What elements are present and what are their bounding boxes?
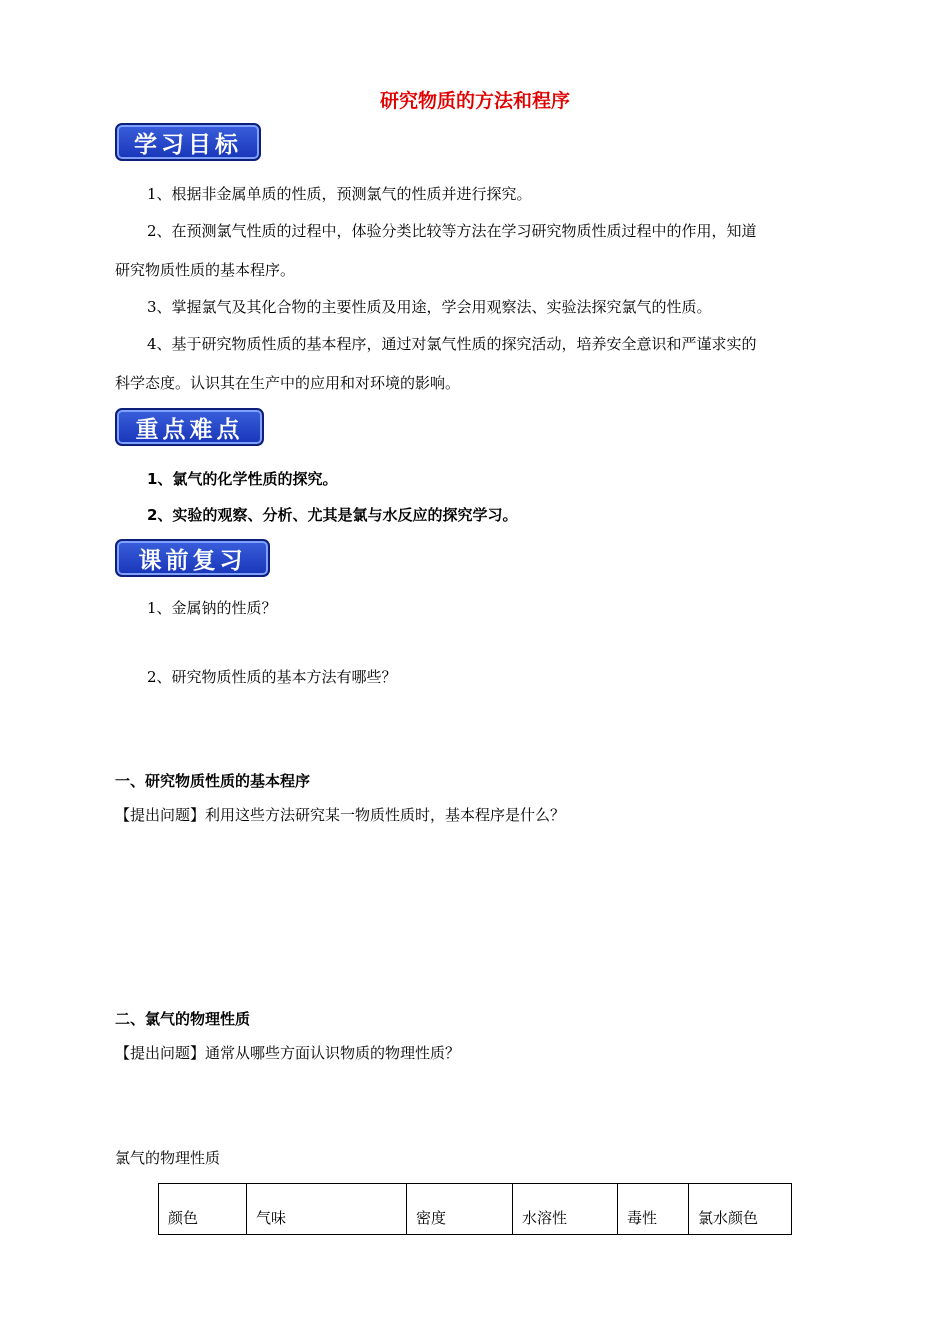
objective-item: 1、根据非金属单质的性质，预测氯气的性质并进行探究。	[147, 185, 532, 203]
page-title: 研究物质的方法和程序	[379, 90, 570, 112]
objective-item: 3、掌握氯气及其化合物的主要性质及用途，学会用观察法、实验法探究氯气的性质。	[147, 298, 712, 316]
objective-item: 科学态度。认识其在生产中的应用和对环境的影响。	[115, 374, 461, 392]
table-header-cell: 水溶性	[513, 1184, 618, 1235]
key-point-item: 2、实验的观察、分析、尤其是氯与水反应的探究学习。	[147, 506, 518, 524]
objectives-badge: 学习目标	[115, 123, 261, 161]
table-header-cell: 毒性	[618, 1184, 689, 1235]
key-point-item: 1、氯气的化学性质的探究。	[147, 470, 338, 488]
question-text: 【提出问题】利用这些方法研究某一物质性质时，基本程序是什么？	[115, 806, 566, 824]
physical-properties-table	[158, 1183, 792, 1235]
preview-item: 1、金属钠的性质？	[147, 599, 277, 617]
objective-item: 2、在预测氯气性质的过程中，体验分类比较等方法在学习研究物质性质过程中的作用，知道	[147, 222, 757, 240]
table-header-cell: 密度	[407, 1184, 513, 1235]
table-header-cell: 颜色	[159, 1184, 247, 1235]
objective-item: 研究物质性质的基本程序。	[115, 261, 296, 279]
table-header-cell: 氯水颜色	[689, 1184, 792, 1235]
key-points-badge: 重点难点	[115, 408, 264, 446]
section-heading: 一、研究物质性质的基本程序	[115, 772, 311, 790]
table-caption: 氯气的物理性质	[115, 1149, 221, 1167]
table-header-cell: 气味	[247, 1184, 407, 1235]
table-row	[159, 1184, 792, 1235]
section-heading: 二、氯气的物理性质	[115, 1010, 251, 1028]
preview-item: 2、研究物质性质的基本方法有哪些？	[147, 668, 397, 686]
objective-item: 4、基于研究物质性质的基本程序，通过对氯气性质的探究活动，培养安全意识和严谨求实的	[147, 335, 757, 353]
question-text: 【提出问题】通常从哪些方面认识物质的物理性质？	[115, 1044, 461, 1062]
preview-badge: 课前复习	[115, 539, 270, 577]
